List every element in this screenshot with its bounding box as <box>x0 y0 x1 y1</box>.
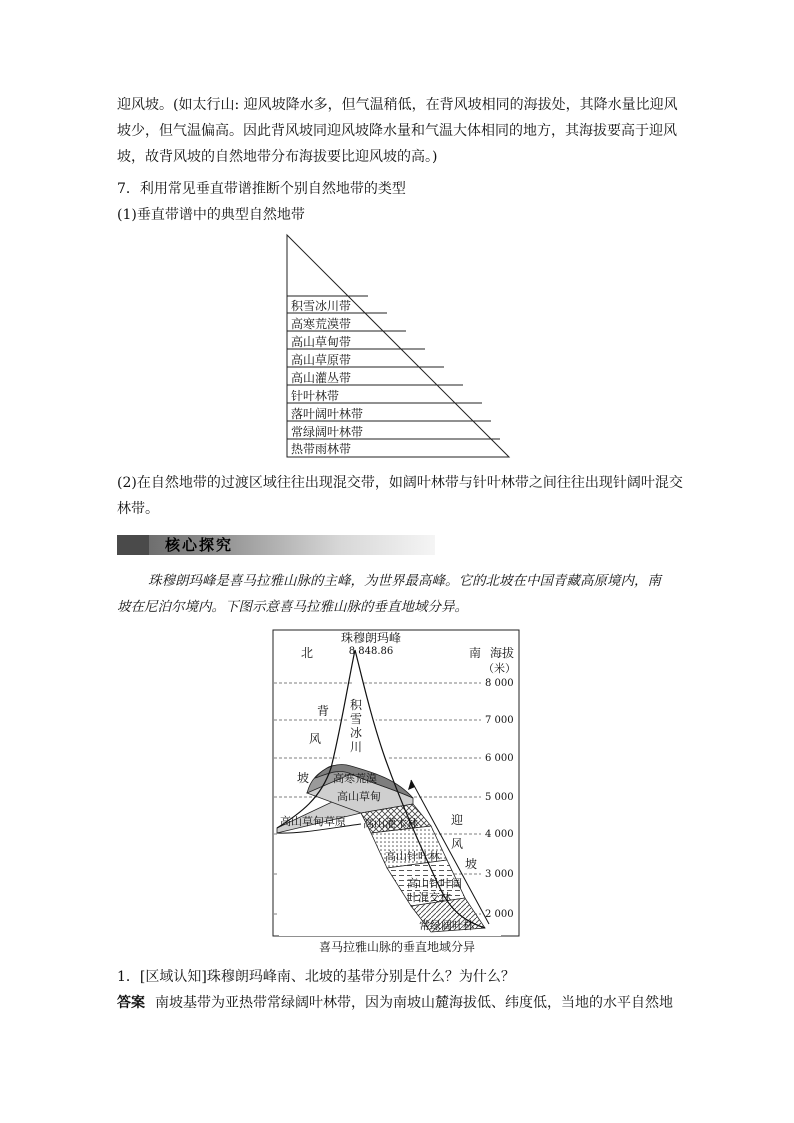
altitude-tick: 7 000 <box>485 715 514 726</box>
altitude-tick: 4 000 <box>485 829 514 840</box>
section-header <box>117 535 435 555</box>
band-label: 高山草原带 <box>291 353 352 367</box>
intro-line-1: 迎风坡。(如太行山: 迎风坡降水多，但气温稍低，在背风坡相同的海拔处，其降水量比迎风 <box>117 97 678 113</box>
question-1: 1．[区域认知]珠穆朗玛峰南、北坡的基带分别是什么？为什么？ <box>117 969 515 985</box>
altitude-tick: 2 000 <box>485 909 514 920</box>
axis-title: 海拔 <box>490 646 515 660</box>
himalaya-vertical-zonation-figure <box>271 628 523 958</box>
band-label: 高山草甸带 <box>291 335 352 349</box>
item7-sub1: (1)垂直带谱中的典型自然地带 <box>117 207 305 223</box>
south-label: 南 <box>469 646 482 660</box>
windward-char: 坡 <box>465 857 478 871</box>
answer-1 <box>117 993 673 1013</box>
windward-char: 迎 <box>451 813 464 827</box>
answer-label: 答案 <box>117 995 145 1011</box>
zone-mixed-label: 高山针叶阔 <box>407 877 462 890</box>
band-label: 高寒荒漠带 <box>291 317 352 331</box>
snow-char: 川 <box>350 740 363 754</box>
peak-height: 8 848.86 <box>348 646 394 657</box>
answer-text: 南坡基带为亚热带常绿阔叶林带，因为南坡山麓海拔低、纬度低，当地的水平自然地 <box>155 995 673 1011</box>
snow-char: 雪 <box>350 712 363 726</box>
zone-steppe-label: 高山草甸草原 <box>280 815 346 828</box>
leeward-char: 坡 <box>297 771 310 785</box>
intro-line-2: 坡少，但气温偏高。因此背风坡同迎风坡降水量和气温大体相同的地方，其海拔要高于迎风 <box>117 123 677 139</box>
band-label: 热带雨林带 <box>291 442 352 456</box>
band-label: 常绿阔叶林带 <box>291 425 364 439</box>
zone-mixed-label: 叶混交林 <box>407 891 451 904</box>
item7-2-line-2: 林带。 <box>117 501 159 517</box>
zone-shrub-label: 高山灌木林 <box>363 817 418 830</box>
item7-title: 7．利用常见垂直带谱推断个别自然地带的类型 <box>117 181 406 197</box>
axis-unit: （米） <box>483 662 516 675</box>
band-label: 落叶阔叶林带 <box>291 407 364 421</box>
snow-char: 积 <box>350 698 363 712</box>
leeward-char: 背 <box>317 704 330 718</box>
item7-2-line-1: (2)在自然地带的过渡区域往往出现混交带，如阔叶林带与针叶林带之间往往出现针阔叶混交 <box>117 475 683 491</box>
zone-meadow-label: 高山草甸 <box>337 790 381 803</box>
vertical-zone-triangle <box>284 233 512 461</box>
case-line-1: 珠穆朗玛峰是喜马拉雅山脉的主峰，为世界最高峰。它的北坡在中国青藏高原境内，南 <box>148 573 661 589</box>
figure-caption: 喜马拉雅山脉的垂直地域分异 <box>318 940 476 954</box>
zone-broadleaf-label: 常绿阔叶林 <box>419 919 474 932</box>
leeward-char: 风 <box>309 732 322 746</box>
windward-char: 风 <box>451 837 464 851</box>
band-label: 高山灌丛带 <box>291 371 352 385</box>
peak-name: 珠穆朗玛峰 <box>340 631 402 645</box>
band-label: 积雪冰川带 <box>291 299 352 313</box>
altitude-tick: 3 000 <box>485 869 514 880</box>
case-line-2: 坡在尼泊尔境内。下图示意喜马拉雅山脉的垂直地域分异。 <box>117 599 468 615</box>
zone-conifer-label: 高山针叶林 <box>385 850 440 863</box>
section-title: 核心探究 <box>165 536 234 554</box>
band-label: 针叶林带 <box>291 389 340 403</box>
zone-desert-label: 高寒荒漠 <box>333 772 377 785</box>
altitude-tick: 8 000 <box>485 678 514 689</box>
snow-char: 冰 <box>350 726 363 740</box>
section-header-block <box>117 535 149 555</box>
altitude-tick: 5 000 <box>485 792 514 803</box>
intro-line-3: 坡，故背风坡的自然地带分布海拔要比迎风坡的高。) <box>117 149 438 165</box>
north-label: 北 <box>301 646 314 660</box>
altitude-tick: 6 000 <box>485 753 514 764</box>
